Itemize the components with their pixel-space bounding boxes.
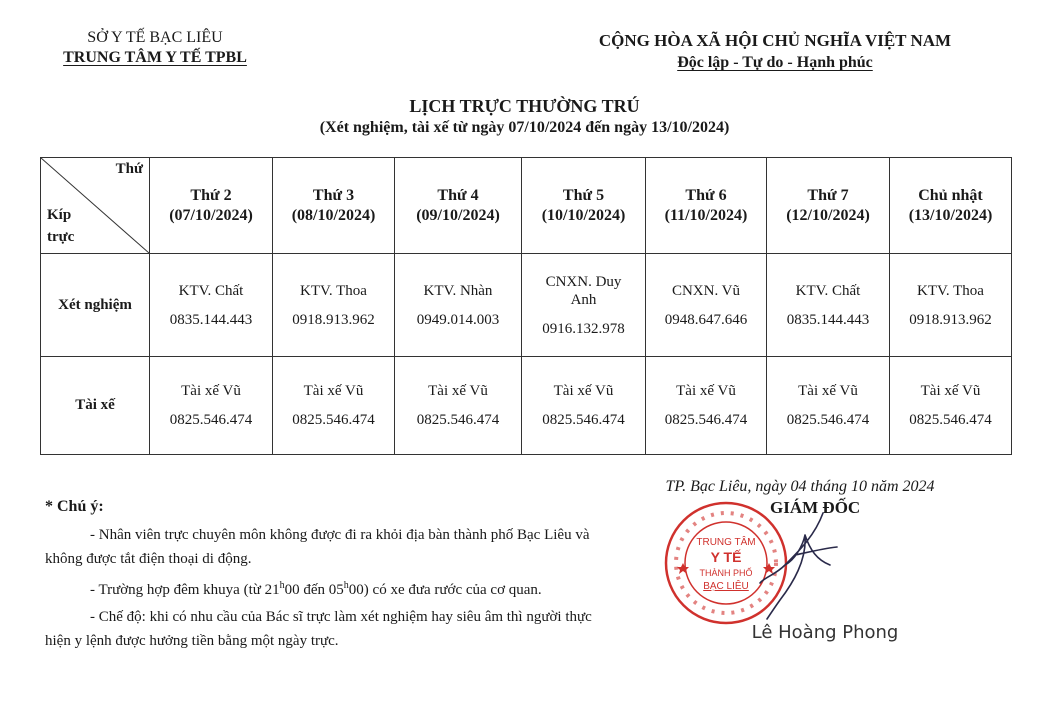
national-motto: Độc lập - Tự do - Hạnh phúc	[677, 54, 873, 71]
table-cell: Tài xế Vũ 0825.546.474	[890, 357, 1012, 455]
header-row	[41, 158, 1012, 254]
table-cell: Tài xế Vũ 0825.546.474	[646, 357, 767, 455]
table-row	[41, 254, 1012, 357]
table-cell: Tài xế Vũ 0825.546.474	[150, 357, 273, 455]
table-cell: Tài xế Vũ 0825.546.474	[395, 357, 522, 455]
corner-shift-label: Kíp trực	[47, 207, 75, 245]
table-cell: KTV. Chất 0835.144.443	[150, 254, 273, 357]
table-cell: KTV. Thoa 0918.913.962	[273, 254, 395, 357]
table-cell: Tài xế Vũ 0825.546.474	[273, 357, 395, 455]
table-cell: CNXN. Duy Anh 0916.132.978	[522, 254, 646, 357]
svg-text:Y TẾ: Y TẾ	[710, 549, 742, 565]
signer-role: GIÁM ĐỐC	[770, 498, 861, 517]
title-sub: (Xét nghiệm, tài xế từ ngày 07/10/2024 đến ngày 13/10/2024)	[319, 119, 730, 136]
note-2: - Trường hợp đêm khuya (từ 21$^h$00 đến 05$^h$00) có xe đưa rước của cơ quan.	[90, 580, 542, 598]
handwritten-signature	[745, 505, 865, 625]
note-1: - Nhân viên trực chuyên môn không được đi ra khỏi địa bàn thành phố Bạc Liêu và không được tắt điện thoại di động.	[45, 527, 590, 567]
day-header-thu: Thứ 5 (10/10/2024)	[522, 158, 646, 254]
notes-section	[45, 495, 615, 653]
table-row	[41, 357, 1012, 455]
row-label-lab: Xét nghiệm	[41, 254, 150, 357]
table-cell: Tài xế Vũ 0825.546.474	[522, 357, 646, 455]
document-title	[0, 95, 1049, 139]
place-date: TP. Bạc Liêu, ngày 04 tháng 10 năm 2024	[665, 478, 935, 495]
table-cell: KTV. Thoa 0918.913.962	[890, 254, 1012, 357]
agency-header	[30, 28, 280, 68]
table-cell: KTV. Nhàn 0949.014.003	[395, 254, 522, 357]
day-header-sun: Chủ nhật (13/10/2024)	[890, 158, 1012, 254]
national-header	[560, 30, 990, 74]
title-main: LỊCH TRỰC THƯỜNG TRÚ	[409, 96, 640, 116]
note-3: - Chế độ: khi có nhu cầu của Bác sĩ trực làm xét nghiệm hay siêu âm thì người thực hiện y lệnh được hưởng tiền bằng một ngày trực.	[45, 609, 592, 649]
schedule-table	[40, 157, 1012, 455]
table-cell: KTV. Chất 0835.144.443	[767, 254, 890, 357]
table-cell: Tài xế Vũ 0825.546.474	[767, 357, 890, 455]
day-header-mon: Thứ 2 (07/10/2024)	[150, 158, 273, 254]
svg-text:BẠC LIÊU: BẠC LIÊU	[703, 581, 749, 592]
svg-text:TRUNG TÂM: TRUNG TÂM	[696, 537, 756, 548]
agency-parent: SỞ Y TẾ BẠC LIÊU	[87, 29, 223, 46]
row-label-driver: Tài xế	[41, 357, 150, 455]
table-cell: CNXN. Vũ 0948.647.646	[646, 254, 767, 357]
corner-cell	[41, 158, 150, 254]
day-header-fri: Thứ 6 (11/10/2024)	[646, 158, 767, 254]
agency-name: TRUNG TÂM Y TẾ TPBL	[63, 49, 247, 66]
notes-heading: * Chú ý:	[45, 498, 104, 515]
signature-strokes	[760, 513, 837, 619]
day-header-wed: Thứ 4 (09/10/2024)	[395, 158, 522, 254]
national-title: CỘNG HÒA XÃ HỘI CHỦ NGHĨA VIỆT NAM	[598, 31, 952, 50]
corner-day-label: Thứ	[115, 161, 143, 177]
svg-text:THÀNH PHỐ: THÀNH PHỐ	[699, 568, 753, 578]
signer-name: Lê Hoàng Phong	[751, 622, 899, 643]
day-header-tue: Thứ 3 (08/10/2024)	[273, 158, 395, 254]
day-header-sat: Thứ 7 (12/10/2024)	[767, 158, 890, 254]
